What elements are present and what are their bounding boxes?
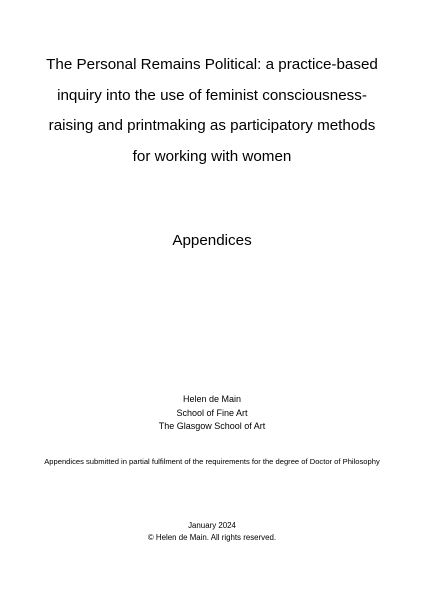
author-institution: The Glasgow School of Art (158, 421, 266, 431)
document-subtitle: Appendices (172, 232, 252, 249)
submission-statement: Appendices submitted in partial fulfilment of the requirements for the degree of Doctor of Philosophy (44, 457, 380, 466)
author-department: School of Fine Art (176, 407, 248, 418)
author-name: Helen de Main (182, 394, 242, 404)
copyright-notice: © Helen de Main. All rights reserved. (147, 532, 277, 542)
author-block (40, 393, 384, 434)
submission-date: January 2024 (188, 521, 236, 530)
date-block (40, 520, 384, 544)
document-title: The Personal Remains Political: a practice-based inquiry into the use of feminist consciousness-raising and printmaking as participatory methods for working with women (46, 56, 378, 165)
